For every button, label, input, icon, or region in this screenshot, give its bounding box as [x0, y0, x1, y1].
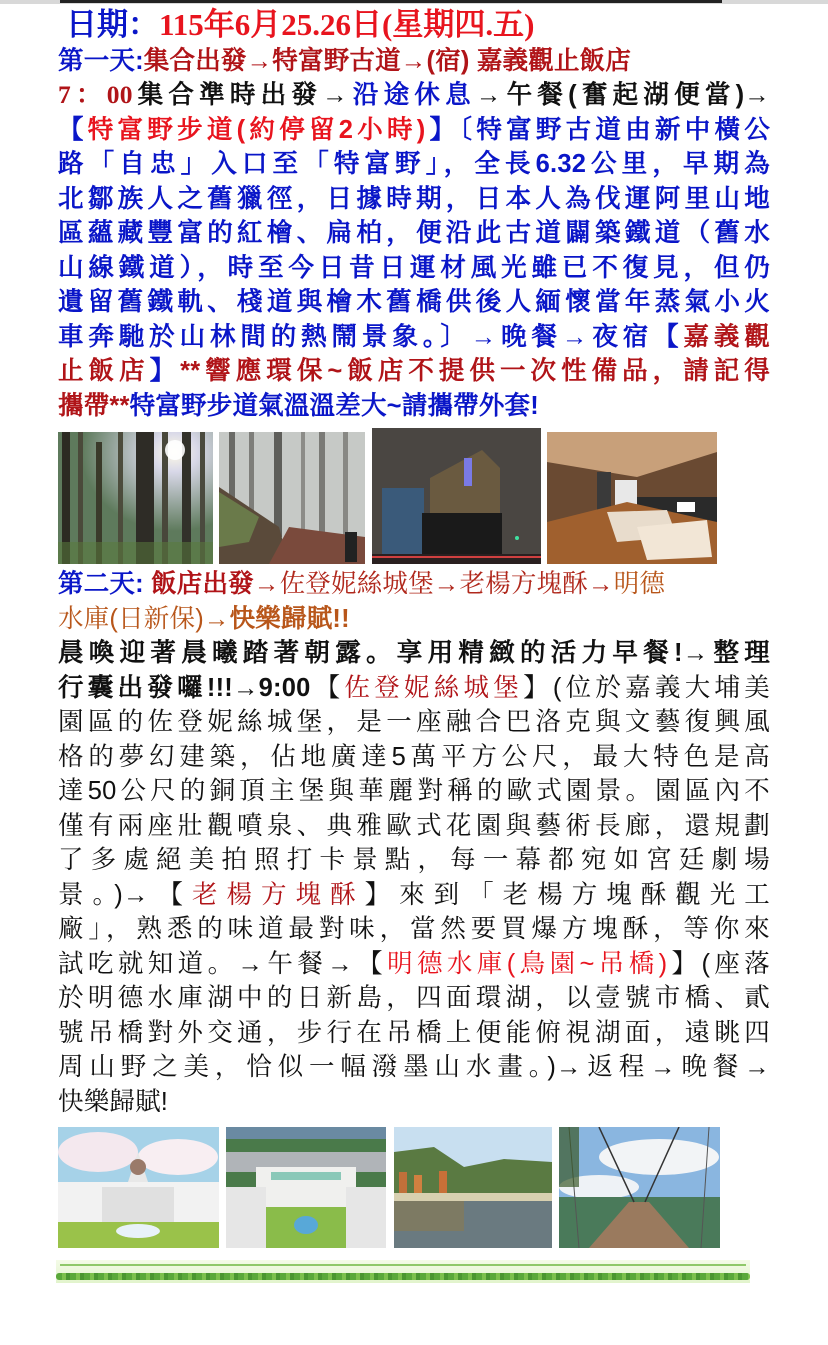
text-line	[58, 354, 770, 389]
text-segment: 嘉義觀	[683, 322, 771, 351]
text-line	[58, 1050, 770, 1085]
text-segment: 車奔馳於山林間的熱鬧景象。〕→晚餐→夜宿【	[58, 322, 684, 351]
text-segment: 號吊橋對外交通，步行在吊橋上便能俯視湖面，遠眺四	[58, 1018, 770, 1047]
grass-top-line	[60, 1264, 746, 1266]
text-line	[58, 740, 770, 775]
hotel-night-photo	[372, 428, 541, 564]
text-segment: 快樂歸賦!!	[229, 604, 350, 633]
text-segment: 周山野之美，恰似一幅潑墨山水畫。)→返程→晚餐→	[58, 1053, 770, 1081]
grass-border	[56, 1273, 750, 1280]
text-segment: 達50公尺的銅頂主堡與華麗對稱的歐式園景。園區內不	[58, 777, 770, 805]
day2-title-line1	[58, 567, 770, 602]
day1-label: 第一天:	[58, 47, 144, 75]
text-segment: 止飯店	[58, 357, 150, 385]
text-segment: 】〔特富野古道由新中橫公	[425, 115, 770, 144]
text-line	[58, 912, 770, 947]
text-segment: 【	[310, 673, 345, 702]
text-line	[58, 216, 770, 251]
day1-title	[58, 44, 770, 78]
text-segment: 山線鐵道），時至今日昔日運材風光雖已不復見，但仍	[58, 253, 770, 282]
text-segment: 老楊方塊酥	[192, 880, 365, 909]
text-line	[58, 251, 770, 286]
text-segment: 區蘊藏豐富的紅檜、扁柏，便沿此古道闢築鐵道（舊水	[58, 219, 770, 247]
hotel-room-photo	[547, 432, 717, 564]
text-line	[58, 320, 770, 355]
text-segment: 特富野步道(約停留2小時)	[87, 115, 426, 144]
text-segment: 園區的佐登妮絲城堡，是一座融合巴洛克與文藝復興風	[58, 708, 770, 736]
text-segment: 明德水庫(鳥園~吊橋)	[387, 949, 668, 978]
misty-trail-photo	[219, 432, 365, 564]
text-segment: 7：00	[58, 80, 133, 109]
text-segment: 】(座落	[667, 949, 771, 978]
text-segment: →午餐(奮起湖便當)→	[475, 81, 770, 109]
text-segment: 】來到「老楊方塊酥觀光工	[364, 880, 770, 909]
text-line	[58, 636, 770, 671]
text-segment: 試吃就知道。→午餐→【	[58, 949, 388, 978]
text-segment: 路「自忠」入口至「特富野」，全長6.32公里，早期為	[58, 150, 770, 178]
reservoir-lake-photo	[394, 1127, 552, 1248]
text-segment: 【	[58, 115, 88, 144]
text-segment: 沿途休息	[347, 81, 476, 109]
text-line	[58, 947, 770, 982]
text-line	[58, 285, 770, 320]
text-line	[58, 113, 770, 148]
text-segment: 集合準時出發→	[132, 81, 348, 109]
text-segment: 於明德水庫湖中的日新島，四面環湖，以壹號市橋、貳	[58, 984, 770, 1012]
text-line	[58, 981, 770, 1016]
grass-decoration-banner	[56, 1260, 750, 1283]
text-line	[58, 182, 770, 217]
text-segment: 】(位於嘉義大埔美	[523, 673, 770, 702]
text-segment: 明德	[613, 570, 666, 598]
text-segment: **響應環保~飯店不提供一次性備品，請記得	[180, 357, 770, 385]
top-border-line	[60, 0, 722, 3]
date-heading	[58, 6, 770, 44]
text-line	[58, 671, 770, 706]
text-segment: 僅有兩座壯觀噴泉、典雅歐式花園與藝術長廊，還規劃	[58, 811, 770, 840]
day2-description	[58, 636, 770, 1119]
text-segment: 飯店出發	[151, 570, 254, 598]
day2-title-line2	[58, 602, 770, 637]
text-segment: 特富野步道氣溫溫差大~請攜帶外套!	[129, 391, 539, 420]
text-line	[58, 78, 770, 113]
text-segment: 景。)→【	[58, 880, 193, 909]
castle-front-photo	[58, 1127, 219, 1248]
text-segment: 了多處絕美拍照打卡景點，每一幕都宛如宮廷劇場	[58, 846, 770, 874]
date-label: 日期：	[66, 7, 159, 42]
text-segment: →佐登妮絲城堡→老楊方塊酥→	[253, 570, 614, 598]
itinerary-document	[58, 6, 770, 423]
text-segment: 北鄒族人之舊獵徑，日據時期，日本人為伐運阿里山地	[58, 184, 770, 213]
text-segment: 水庫(日新保)→	[58, 604, 230, 633]
day2-label: 第二天:	[58, 570, 152, 598]
text-segment: 】	[149, 357, 181, 385]
day1-route: 集合出發→特富野古道→(宿) 嘉義觀止飯店	[143, 47, 632, 75]
text-segment: 廠」，熟悉的味道最對味，當然要買爆方塊酥，等你來	[58, 915, 770, 943]
text-segment: 格的夢幻建築，佔地廣達5萬平方公尺，最大特色是高	[58, 742, 770, 771]
text-segment: 攜帶**	[58, 391, 130, 420]
text-line	[58, 878, 770, 913]
text-segment: 快樂歸賦!	[58, 1087, 169, 1116]
day2-section	[58, 567, 770, 1119]
day1-description	[58, 78, 770, 423]
text-segment: 晨喚迎著晨曦踏著朝露。享用精緻的活力早餐!→整理	[58, 639, 770, 667]
text-line	[58, 774, 770, 809]
text-line	[58, 843, 770, 878]
text-line	[58, 389, 770, 424]
text-segment: 行囊出發囉!!!→9:00	[58, 673, 311, 702]
text-segment: 遺留舊鐵軌、棧道與檜木舊橋供後人緬懷當年蒸氣小火	[58, 288, 770, 316]
forest-sunlight-photo	[58, 432, 213, 564]
suspension-bridge-photo	[559, 1127, 720, 1248]
text-line	[58, 1085, 770, 1120]
text-line	[58, 1016, 770, 1051]
castle-aerial-photo	[226, 1127, 386, 1248]
text-line	[58, 147, 770, 182]
text-line	[58, 809, 770, 844]
text-line	[58, 705, 770, 740]
date-value: 115年6月25.26日(星期四.五)	[159, 7, 535, 42]
text-segment: 佐登妮絲城堡	[344, 673, 524, 702]
